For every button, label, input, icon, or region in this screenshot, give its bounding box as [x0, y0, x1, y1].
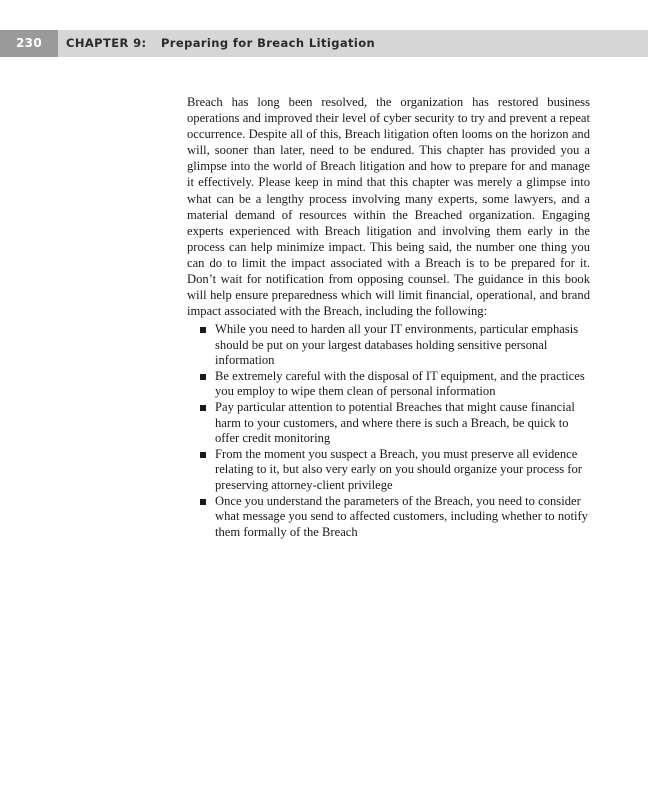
list-item-text: Be extremely careful with the disposal of IT equipment, and the practices you employ to wipe them clean of personal information: [215, 368, 585, 399]
list-item: [199, 400, 591, 447]
bullet-marker: [200, 452, 206, 458]
chapter-title: Preparing for Breach Litigation: [160, 36, 376, 50]
chapter-label: CHAPTER 9:: [66, 36, 147, 50]
list-item: [199, 322, 591, 369]
running-head: [66, 30, 375, 57]
list-item-text: Once you understand the parameters of the Breach, you need to consider what message you send to affected customers, including whether to notify them formally of the Breach: [215, 493, 588, 539]
bullet-list: [199, 322, 591, 540]
bullet-marker: [200, 405, 206, 411]
list-item-text: While you need to harden all your IT environments, particular emphasis should be put on your largest databases holding sensitive personal information: [215, 322, 579, 368]
list-item: [199, 369, 591, 400]
bullet-marker: [200, 374, 206, 380]
list-item: [199, 447, 591, 494]
bullet-marker: [200, 499, 206, 505]
body-paragraph: Breach has long been resolved, the organization has restored business operations and improved their level of cyber security to try and prevent a repeat occurrence. Despite all of this, Breach litigation often looms on the horizon and will, sooner than later, need to be endured. This chapter has provided you a glimpse into the world of Breach litigation and how to prepare for and manage it effectively. Please keep in mind that this chapter was merely a glimpse into what can be a lengthy process involving many experts, some lawyers, and a material demand of resources within the Breached organization. Engaging experts experienced with Breach litigation and involving them early in the process can help minimize impact. This being said, the number one thing you can do to limit the impact associated with a Breach is to be prepared for it. Don’t wait for notification from opposing counsel. The guidance in this book will help ensure preparedness which will limit financial, operational, and brand impact associated with the Breach, including the following:: [187, 95, 590, 319]
bullet-marker: [200, 327, 206, 333]
list-item-text: Pay particular attention to potential Breaches that might cause financial harm to your customers, and where there is such a Breach, be quick to offer credit monitoring: [215, 399, 575, 446]
list-item: [199, 494, 591, 541]
page-number: 230: [0, 30, 58, 57]
list-item-text: From the moment you suspect a Breach, you must preserve all evidence relating to it, but also very early on you should organize your process for preserving attorney-client privilege: [215, 446, 582, 492]
